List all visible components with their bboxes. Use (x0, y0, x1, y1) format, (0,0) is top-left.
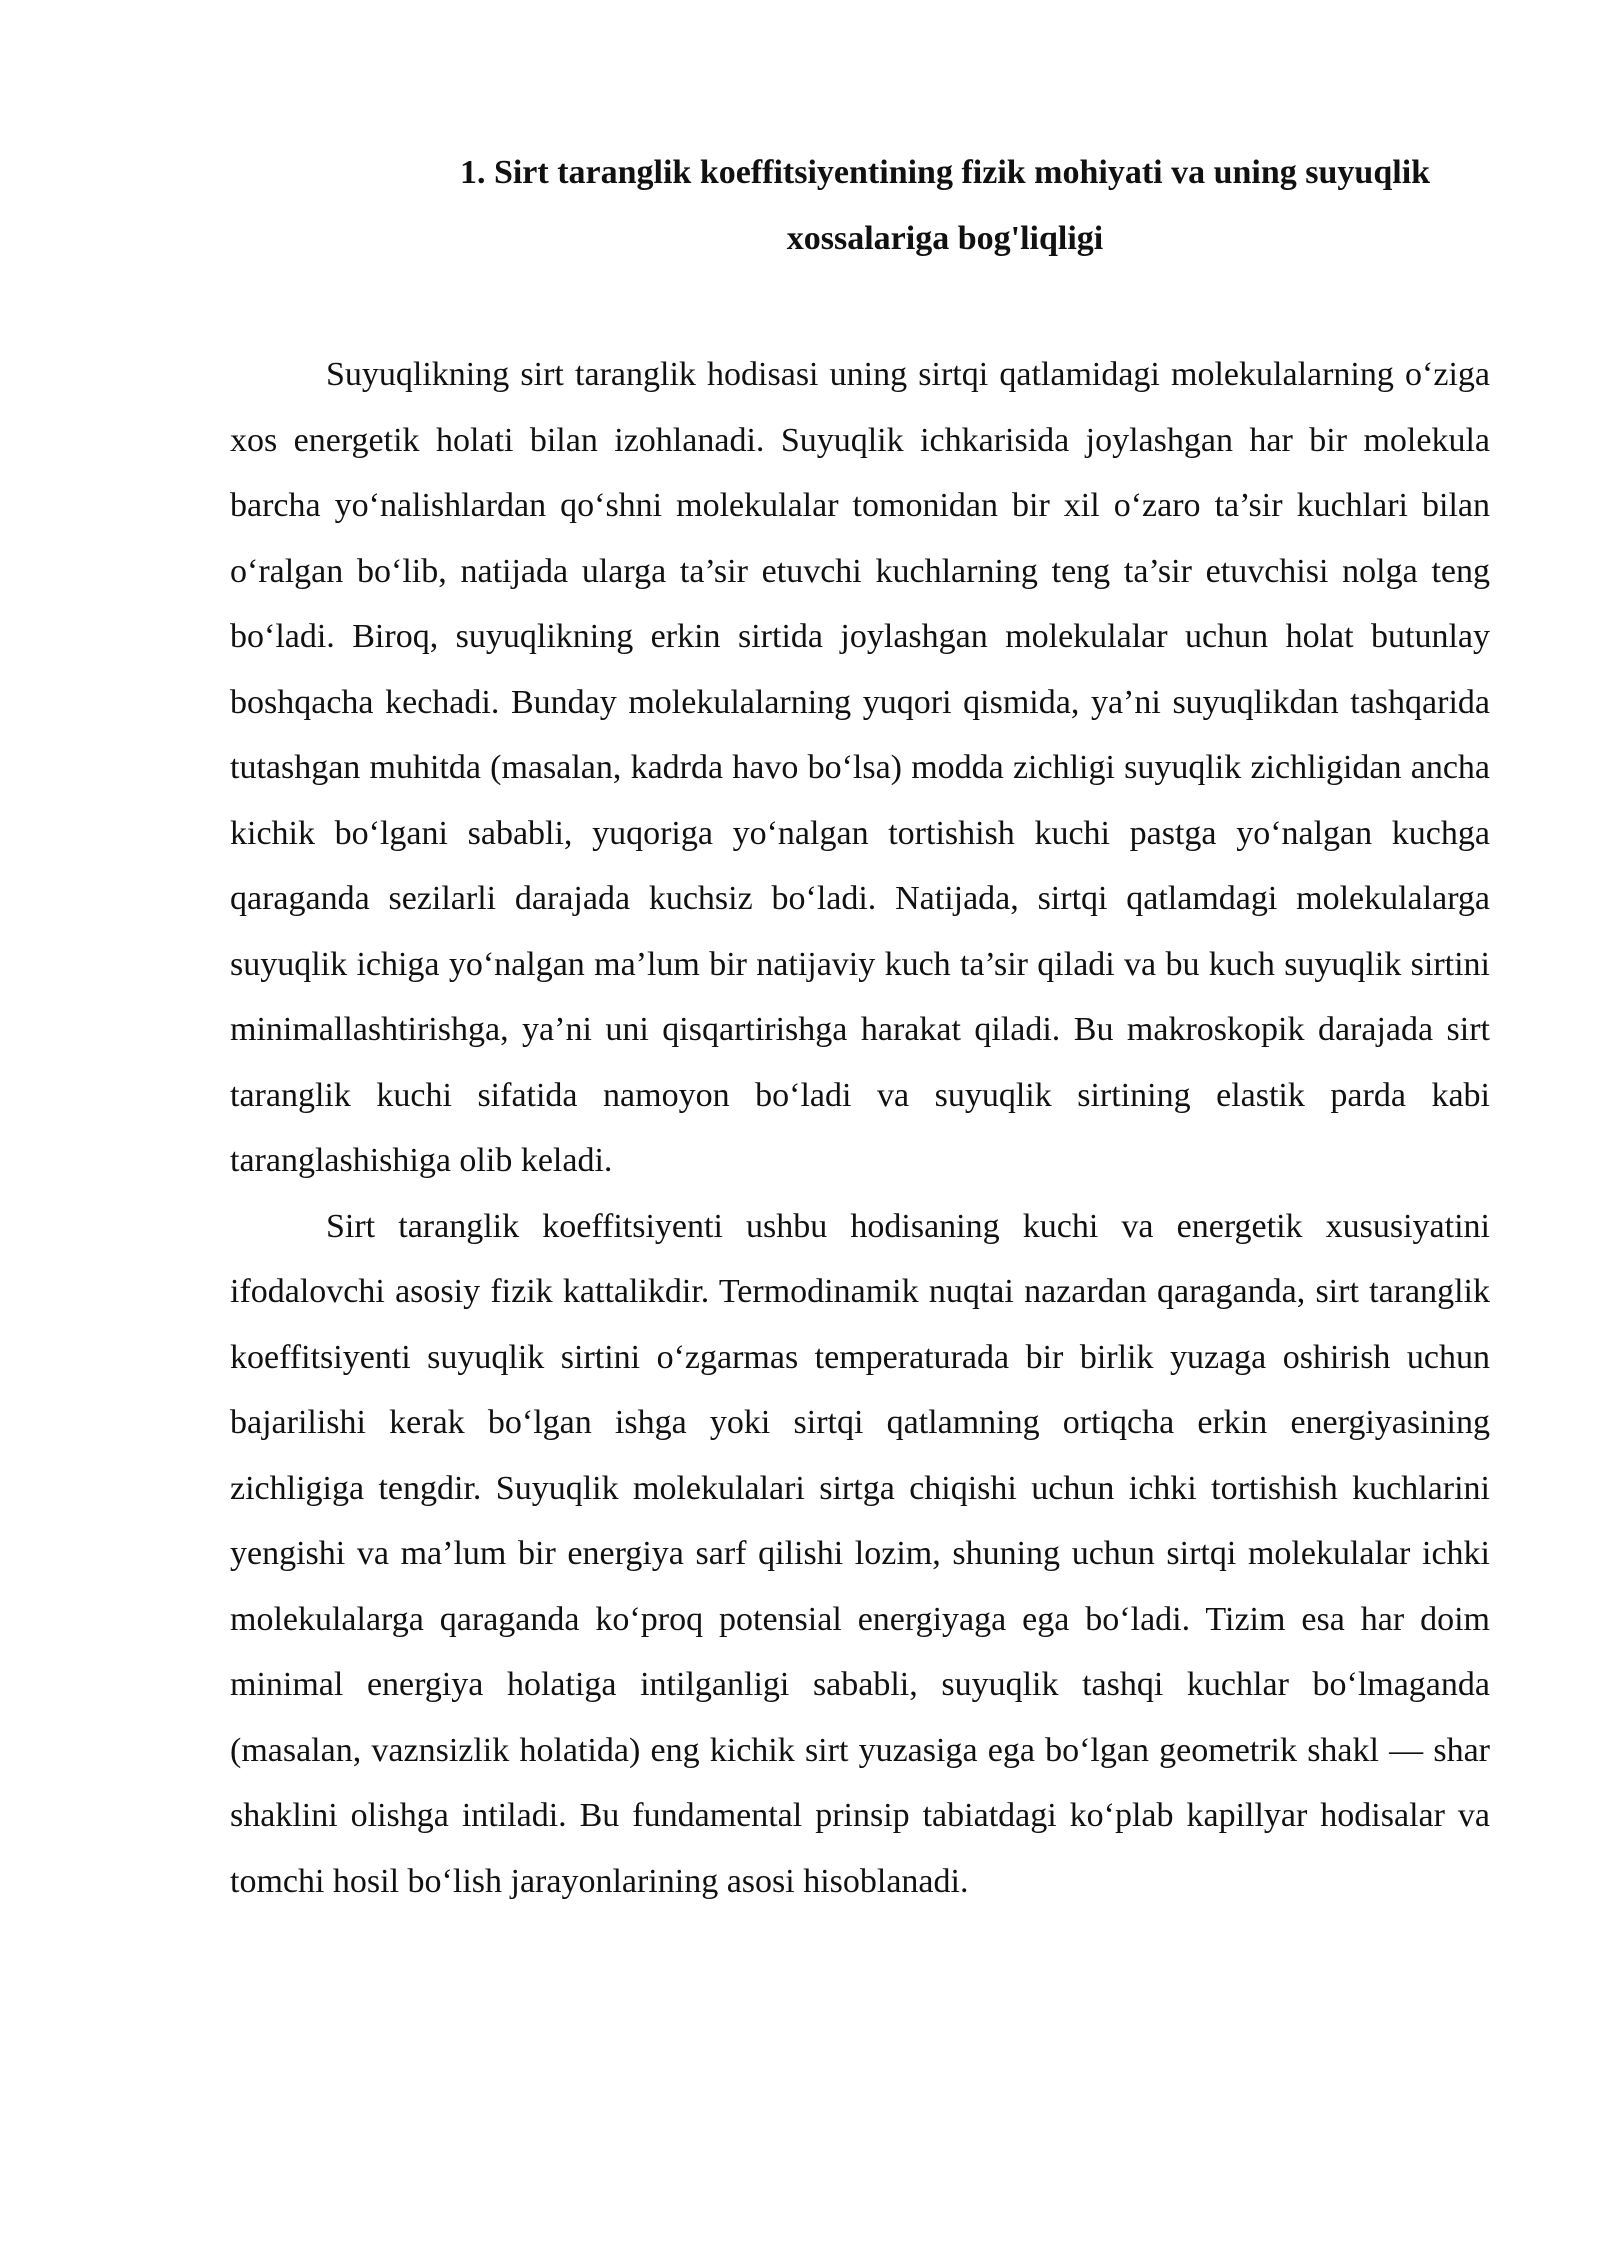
section-heading (230, 140, 1490, 272)
section-heading-line-1: 1. Sirt taranglik koeffitsiyentining fizik mohiyati va uning suyuqlik (459, 154, 1431, 191)
document-body (230, 140, 1490, 1914)
body-paragraph-1: Suyuqlikning sirt taranglik hodisasi uning sirtqi qatlamidagi molekulalarning o‘ziga xos energetik holati bilan izohlanadi. Suyuqlik ichkarisida joylashgan har bir molekula barcha yo‘nalishlardan qo‘shni molekulalar tomonidan bir xil o‘zaro ta’sir kuchlari bilan o‘ralgan bo‘lib, natijada ularga ta’sir etuvchi kuchlarning teng ta’sir etuvchisi nolga teng bo‘ladi. Biroq, suyuqlikning erkin sirtida joylashgan molekulalar uchun holat butunlay boshqacha kechadi. Bunday molekulalarning yuqori qismida, ya’ni suyuqlikdan tashqarida tutashgan muhitda (masalan, kadrda havo bo‘lsa) modda zichligi suyuqlik zichligidan ancha kichik bo‘lgani sababli, yuqoriga yo‘nalgan tortishish kuchi pastga yo‘nalgan kuchga qaraganda sezilarli darajada kuchsiz bo‘ladi. Natijada, sirtqi qatlamdagi molekulalarga suyuqlik ichiga yo‘nalgan ma’lum bir natijaviy kuch ta’sir qiladi va bu kuch suyuqlik sirtini minimallashtirishga, ya’ni uni qisqartirishga harakat qiladi. Bu makroskopik darajada sirt taranglik kuchi sifatida namoyon bo‘ladi va suyuqlik sirtining elastik parda kabi taranglashishiga olib keladi. (230, 356, 1490, 1179)
section-heading-line-2: xossalariga bog'liqligi (786, 220, 1104, 257)
body-paragraph-2: Sirt taranglik koeffitsiyenti ushbu hodisaning kuchi va energetik xususiyatini ifodalovchi asosiy fizik kattalikdir. Termodinamik nuqtai nazardan qaraganda, sirt taranglik koeffitsiyenti suyuqlik sirtini o‘zgarmas temperaturada bir birlik yuzaga oshirish uchun bajarilishi kerak bo‘lgan ishga yoki sirtqi qatlamning ortiqcha erkin energiyasining zichligiga tengdir. Suyuqlik molekulalari sirtga chiqishi uchun ichki tortishish kuchlarini yengishi va ma’lum bir energiya sarf qilishi lozim, shuning uchun sirtqi molekulalar ichki molekulalarga qaraganda ko‘proq potensial energiyaga ega bo‘ladi. Tizim esa har doim minimal energiya holatiga intilganligi sababli, suyuqlik tashqi kuchlar bo‘lmaganda (masalan, vaznsizlik holatida) eng kichik sirt yuzasiga ega bo‘lgan geometrik shakl — shar shaklini olishga intiladi. Bu fundamental prinsip tabiatdagi ko‘plab kapillyar hodisalar va tomchi hosil bo‘lish jarayonlarining asosi hisoblanadi. (230, 1207, 1490, 1900)
